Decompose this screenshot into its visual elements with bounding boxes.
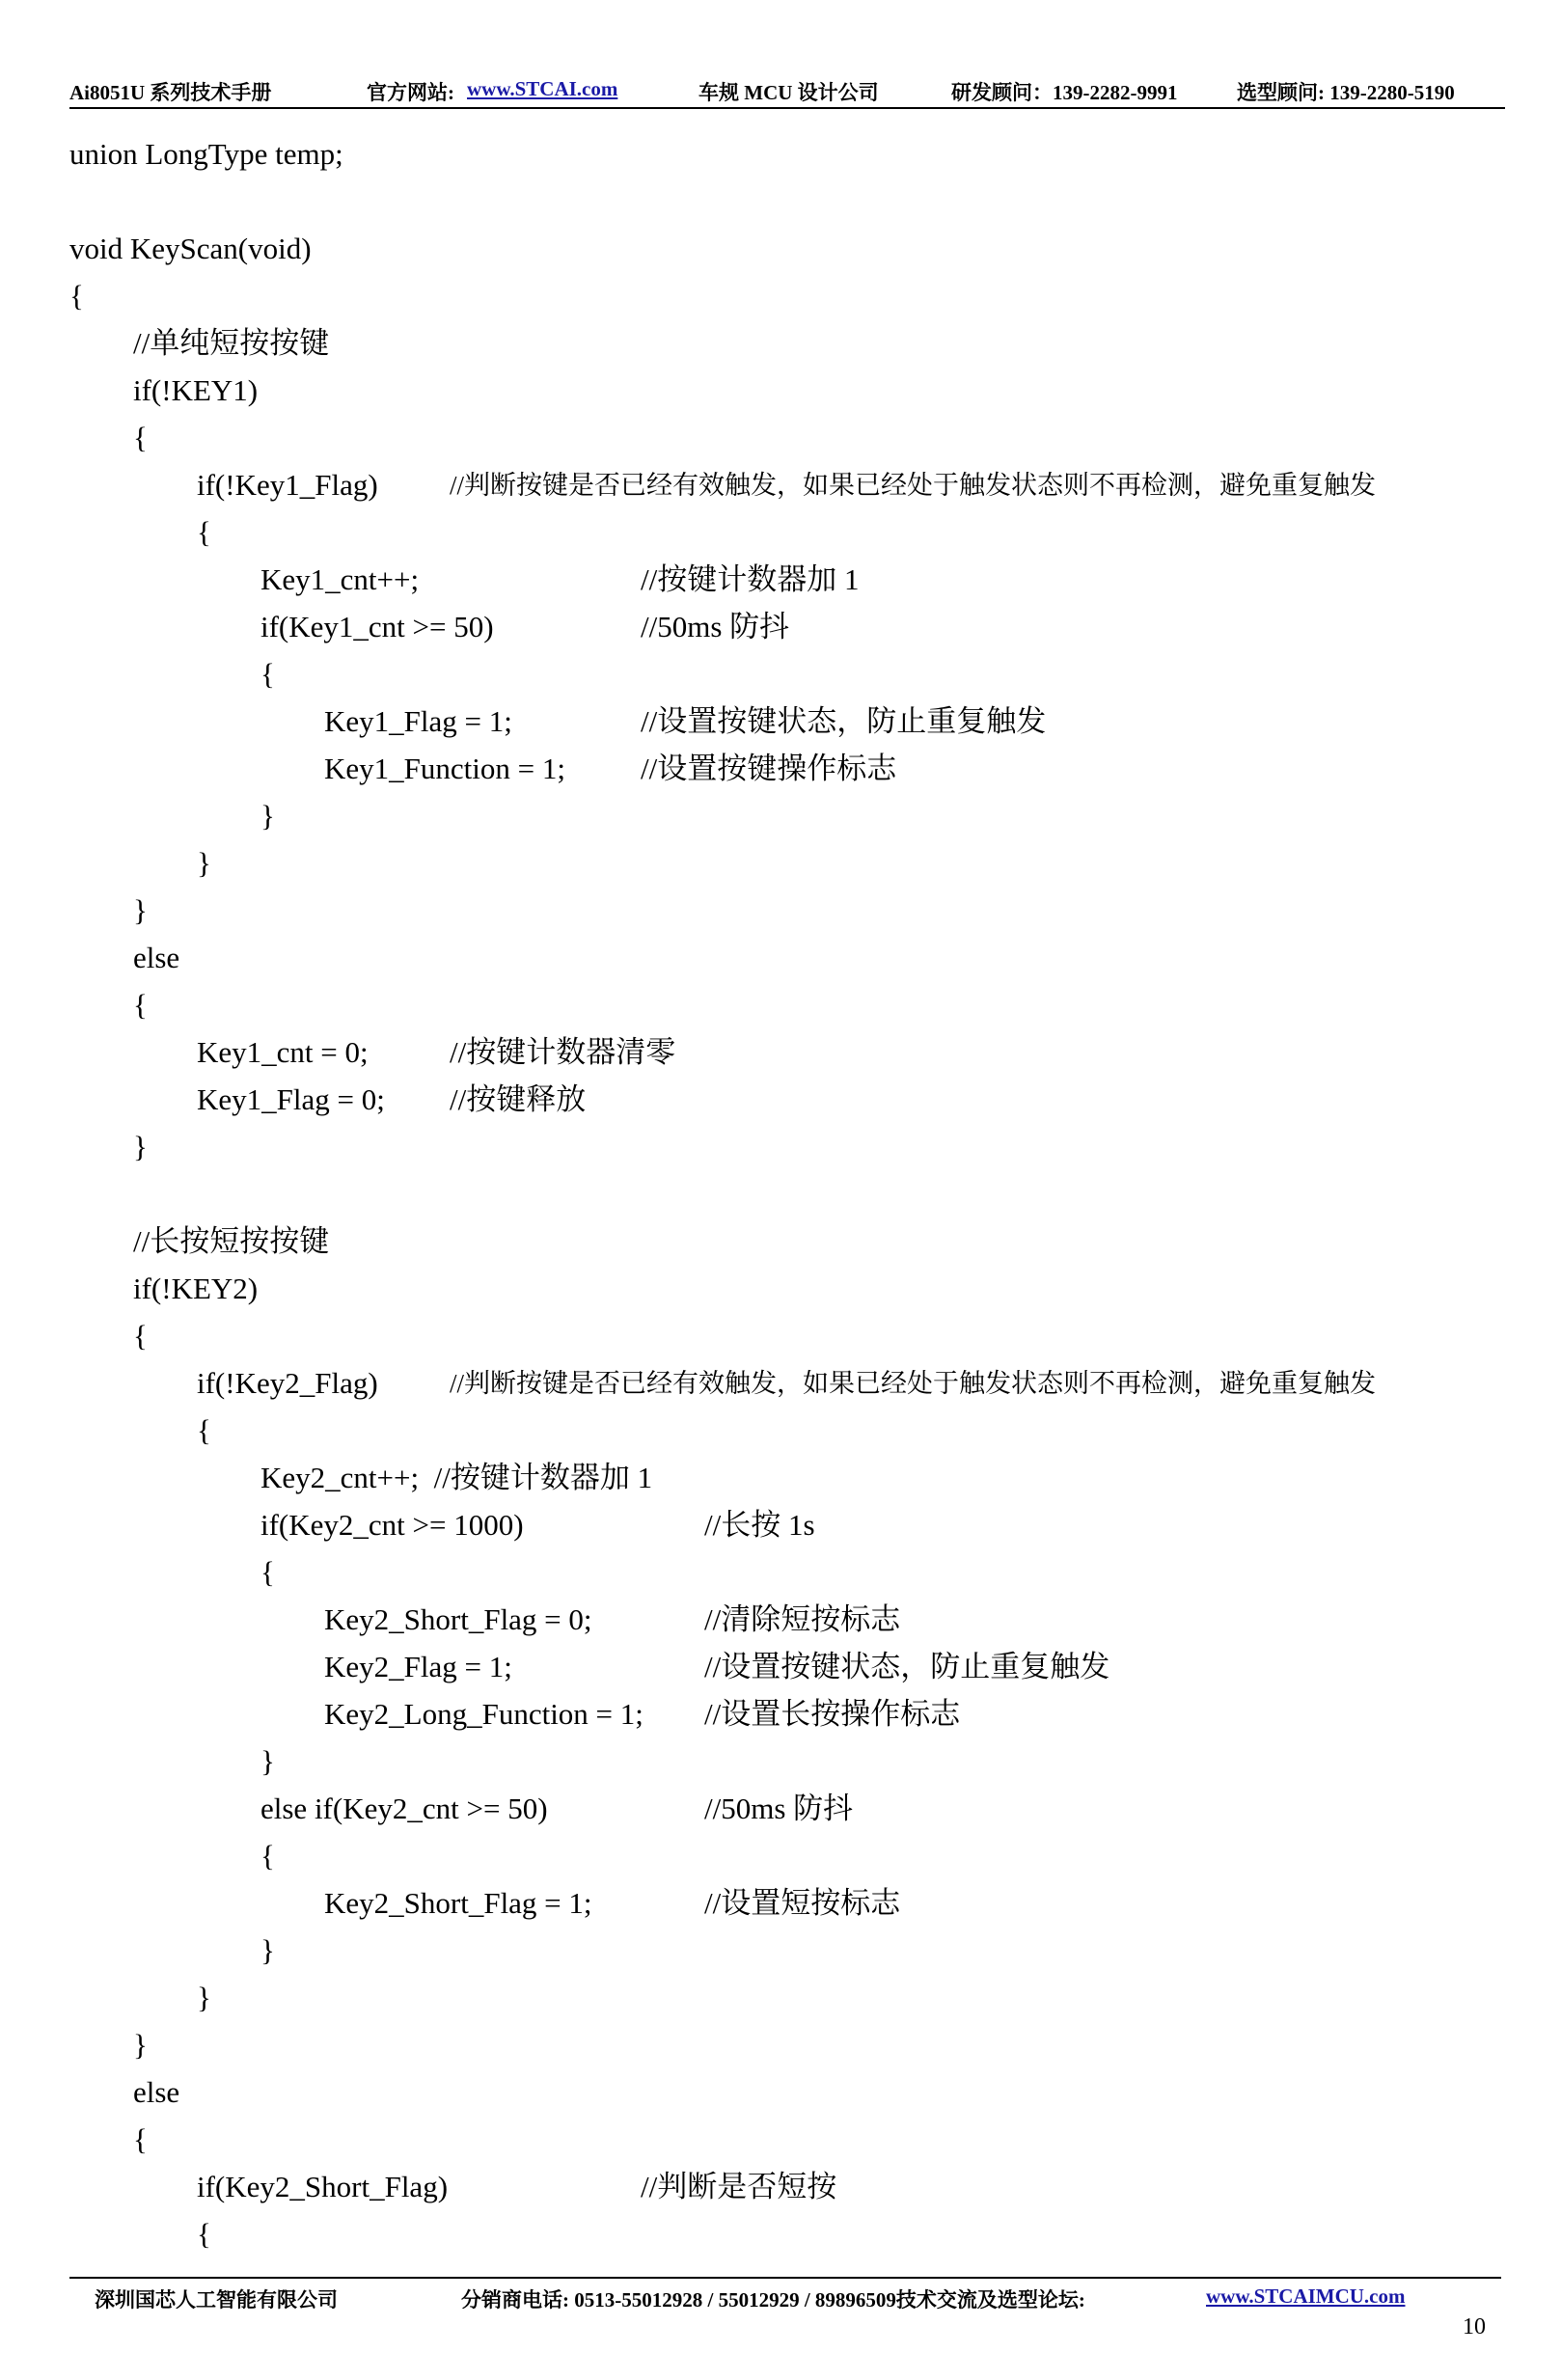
code-line: Key1_cnt++; — [260, 562, 420, 596]
code-line: } — [133, 1130, 148, 1163]
code-line: } — [133, 893, 148, 927]
code-line: } — [260, 1933, 275, 1967]
code-comment: //按键计数器清零 — [450, 1035, 676, 1069]
header-rule — [69, 107, 1505, 109]
code-line: Key1_Flag = 0; — [197, 1082, 385, 1116]
code-line: { — [197, 515, 211, 549]
footer-rule — [69, 2277, 1501, 2279]
code-line: { — [197, 2217, 211, 2251]
code-line: if(!KEY2) — [133, 1272, 259, 1305]
code-line: if(Key1_cnt >= 50) — [260, 610, 494, 643]
forum-link[interactable]: www.STCAIMCU.com — [1206, 2284, 1406, 2308]
code-comment: //设置短按标志 — [704, 1886, 901, 1920]
page-footer — [69, 2284, 1501, 2313]
code-comment: //判断是否短按 — [641, 2170, 837, 2203]
code-comment: //设置按键状态，防止重复触发 — [704, 1650, 1110, 1683]
code-comment: //设置按键状态，防止重复触发 — [641, 704, 1047, 738]
code-comment: //50ms 防抖 — [641, 610, 790, 643]
code-line: Key2_Flag = 1; — [324, 1650, 512, 1683]
code-line: { — [260, 657, 275, 691]
code-line: Key2_Short_Flag = 0; — [324, 1602, 592, 1636]
code-comment: //设置长按操作标志 — [704, 1697, 961, 1731]
code-line: Key1_Flag = 1; — [324, 704, 512, 738]
website-label: 官方网站: — [367, 81, 454, 104]
website-link[interactable]: www.STCAI.com — [467, 77, 618, 100]
page-number: 10 — [1463, 2314, 1486, 2339]
code-comment: //长按 1s — [704, 1508, 815, 1542]
code-line: if(!Key2_Flag) — [197, 1366, 378, 1400]
code-line: else — [133, 941, 180, 974]
page-header — [69, 77, 1501, 106]
code-line: { — [69, 279, 84, 313]
rd-consultant: 研发顾问：139-2282-9991 — [951, 81, 1178, 104]
company-tagline: 车规 MCU 设计公司 — [698, 81, 879, 104]
code-line: Key2_Short_Flag = 1; — [324, 1886, 592, 1920]
doc-title: Ai8051U 系列技术手册 — [69, 81, 272, 104]
code-line: { — [260, 1555, 275, 1589]
code-line: void KeyScan(void) — [69, 232, 312, 265]
code-line: if(Key2_Short_Flag) — [197, 2170, 449, 2203]
selection-consultant: 选型顾问: 139-2280-5190 — [1237, 81, 1455, 104]
code-line: Key1_cnt = 0; — [197, 1035, 369, 1069]
code-line: if(Key2_cnt >= 1000) — [260, 1508, 524, 1542]
code-comment: //清除短按标志 — [704, 1602, 901, 1636]
code-line: { — [133, 421, 148, 454]
code-line: { — [133, 1319, 148, 1353]
code-line: Key1_Function = 1; — [324, 752, 565, 785]
code-comment: //50ms 防抖 — [704, 1792, 854, 1825]
code-line: Key2_cnt++; //按键计数器加 1 — [260, 1461, 653, 1494]
code-line: } — [197, 1981, 211, 2014]
code-line: { — [133, 2122, 148, 2156]
code-line: } — [260, 1744, 275, 1778]
code-line: } — [133, 2028, 148, 2062]
code-line: else — [133, 2075, 180, 2109]
code-line: union LongType temp; — [69, 137, 343, 171]
code-line: if(!Key1_Flag) — [197, 468, 378, 502]
footer-company: 深圳国芯人工智能有限公司 — [95, 2288, 338, 2312]
code-line: else if(Key2_cnt >= 50) — [260, 1792, 548, 1825]
footer-contact: 分销商电话: 0513-55012928 / 55012929 / 89896509技术交流及选型论坛: — [461, 2288, 1085, 2312]
code-line: { — [197, 1413, 211, 1447]
code-comment-line: //单纯短按按键 — [133, 326, 330, 360]
code-line: { — [133, 988, 148, 1022]
code-line: Key2_Long_Function = 1; — [324, 1697, 644, 1731]
code-comment-line: //长按短按按键 — [133, 1224, 330, 1258]
code-comment: //判断按键是否已经有效触发，如果已经处于触发状态则不再检测，避免重复触发 — [450, 471, 1377, 500]
code-comment: //判断按键是否已经有效触发，如果已经处于触发状态则不再检测，避免重复触发 — [450, 1369, 1377, 1398]
code-comment: //按键释放 — [450, 1082, 587, 1116]
code-line: { — [260, 1839, 275, 1873]
code-line: } — [260, 799, 275, 833]
code-comment: //按键计数器加 1 — [641, 562, 860, 596]
code-comment: //设置按键操作标志 — [641, 752, 897, 785]
code-line: if(!KEY1) — [133, 373, 259, 407]
code-line: } — [197, 846, 211, 880]
